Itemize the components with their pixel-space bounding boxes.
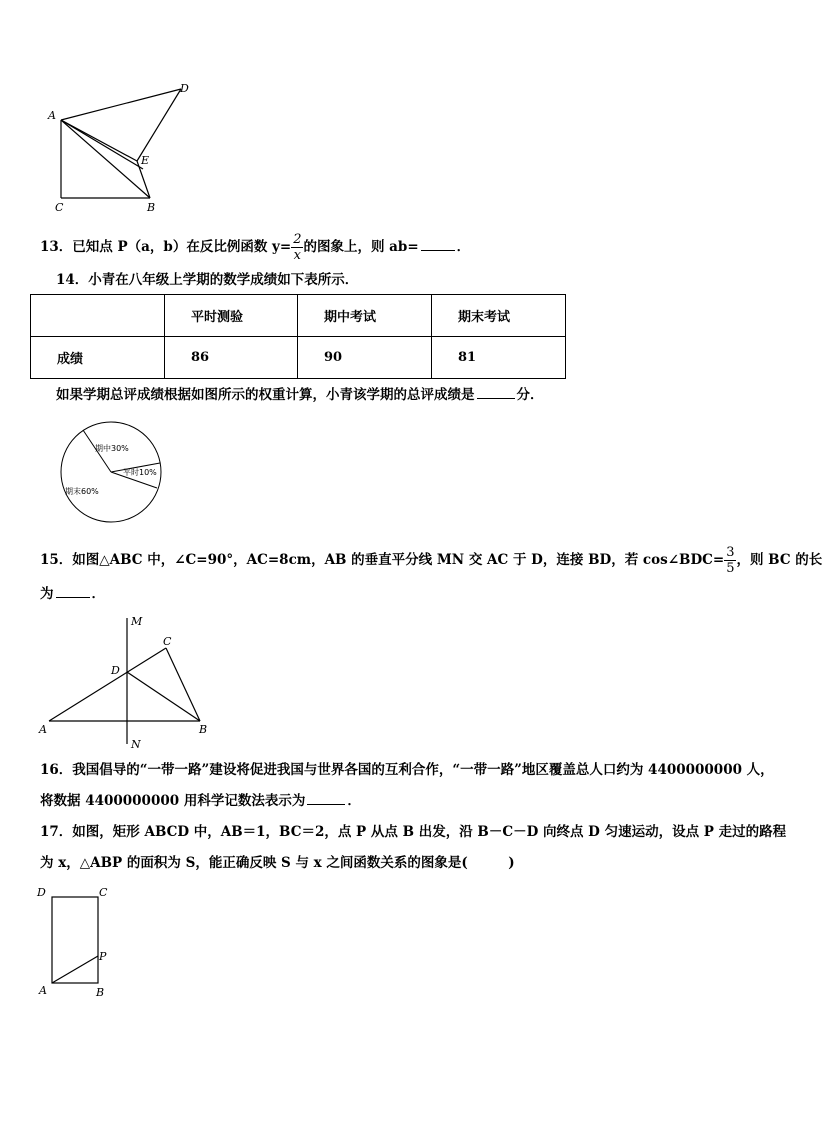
label-D: D <box>180 82 189 95</box>
answer-blank <box>56 597 90 598</box>
question-14-text: 如果学期总评成绩根据如图所示的权重计算，小青该学期的总评成绩是 分． <box>56 387 544 403</box>
table-header <box>31 295 165 337</box>
table-header: 期中考试 <box>298 295 432 337</box>
table-cell: 81 <box>432 337 566 379</box>
label-D: D <box>111 664 120 677</box>
question-16-line1: 16．我国倡导的“一带一路”建设将促进我国与世界各国的互利合作，“一带一路”地区覆盖总人口约为 4400000000 人， <box>40 762 774 778</box>
label-M: M <box>131 615 143 628</box>
label-B: B <box>96 986 105 999</box>
fraction: $\frac{3}{5}$ <box>726 545 735 576</box>
question-15: 15．如图△ABC 中，∠C=90°，AC=8cm，AB 的垂直平分线 MN 交 AC 于 D，连接 BD，若 cos∠BDC= $\frac{3}{5}$ ，则 BC 的长 <box>40 545 822 576</box>
label-C: C <box>99 886 108 899</box>
pie-label-final: 期末60% <box>65 487 99 496</box>
label-N: N <box>131 738 141 751</box>
table-cell: 86 <box>165 337 298 379</box>
question-14-intro: 14．小青在八年级上学期的数学成绩如下表所示． <box>56 272 359 288</box>
score-table <box>30 294 566 379</box>
answer-blank <box>421 250 455 251</box>
question-17-line2: 为 x，△ABP 的面积为 S，能正确反映 S 与 x 之间函数关系的图象是( ) <box>40 855 515 871</box>
table-row <box>31 337 566 379</box>
answer-blank <box>477 398 515 399</box>
table-cell: 成绩 <box>31 337 165 379</box>
label-A: A <box>39 723 47 736</box>
rectangle-figure <box>35 882 115 1002</box>
question-15-line2: 为 ． <box>40 586 105 602</box>
label-B: B <box>199 723 208 736</box>
label-C: C <box>55 201 64 214</box>
pie-label-midterm: 期中30% <box>95 444 129 453</box>
label-A: A <box>48 109 56 122</box>
weight-pie-chart <box>55 418 165 526</box>
table-header: 期末考试 <box>432 295 566 337</box>
question-16-line2: 将数据 4400000000 用科学记数法表示为 ． <box>40 793 361 809</box>
table-header: 平时测验 <box>165 295 298 337</box>
fraction: $\frac{2}{x}$ <box>293 232 302 263</box>
question-13: 13．已知点 P（a，b）在反比例函数 y= $\frac{2}{x}$ 的图象上，则 ab= ． <box>40 232 471 263</box>
q13-text: 13．已知点 P（a，b）在反比例函数 y= <box>40 239 292 255</box>
answer-blank <box>307 804 345 805</box>
question-17-line1: 17．如图，矩形 ABCD 中，AB＝1，BC＝2，点 P 从点 B 出发，沿 B－C－D 向终点 D 匀速运动，设点 P 走过的路程 <box>40 824 787 840</box>
pie-label-regular: 平时10% <box>123 468 157 477</box>
top-geometry-figure <box>40 80 210 215</box>
label-C: C <box>163 635 172 648</box>
label-D: D <box>37 886 46 899</box>
label-E: E <box>141 154 150 167</box>
label-P: P <box>99 950 107 963</box>
label-B: B <box>147 201 156 214</box>
table-header-row <box>31 295 566 337</box>
label-A: A <box>39 984 47 997</box>
table-cell: 90 <box>298 337 432 379</box>
triangle-figure <box>35 612 215 752</box>
